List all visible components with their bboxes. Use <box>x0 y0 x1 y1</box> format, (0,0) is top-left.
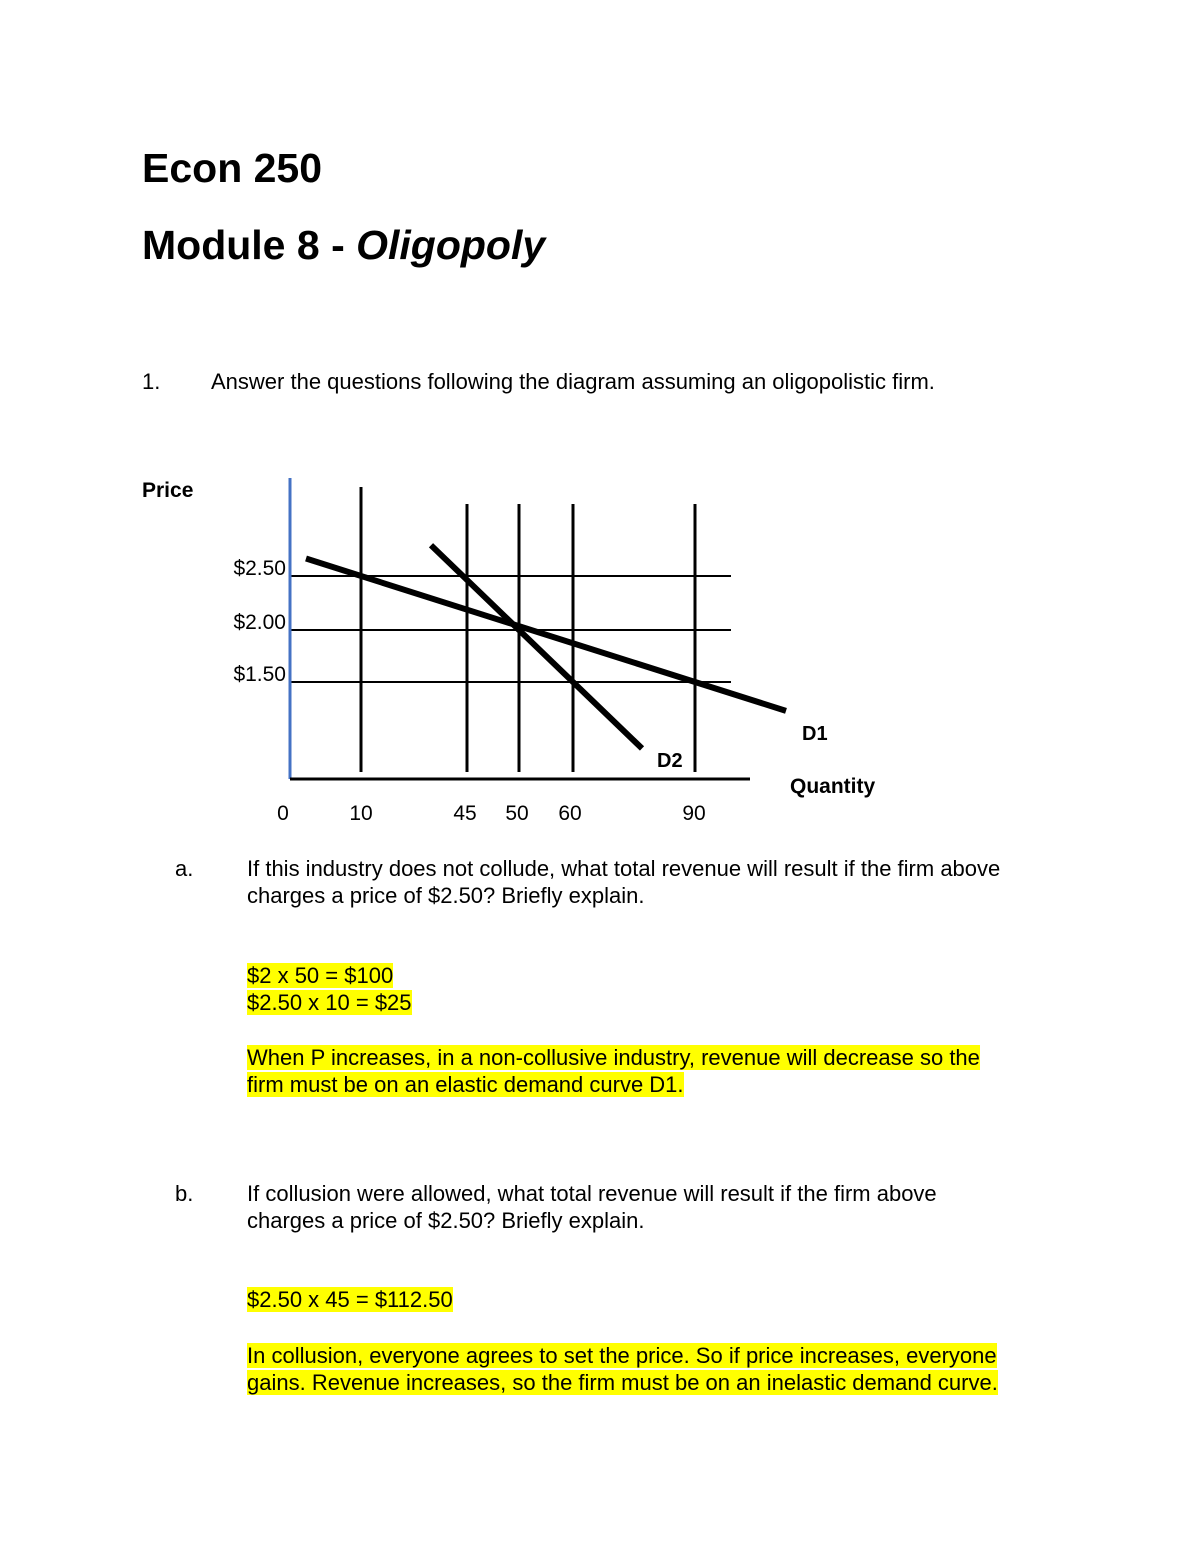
part-b-calc-line: $2.50 x 45 = $112.50 <box>247 1287 453 1312</box>
part-b-question-line: If collusion were allowed, what total revenue will result if the firm above <box>247 1181 937 1206</box>
y-tick-label: $1.50 <box>233 663 286 686</box>
y-axis-label: Price <box>142 479 194 502</box>
x-axis-label: Quantity <box>790 775 876 798</box>
x-tick-label: 90 <box>682 802 706 825</box>
part-a-question-line: If this industry does not collude, what total revenue will result if the firm above <box>247 856 1001 881</box>
part-b-explanation <box>247 1342 1067 1396</box>
part-a-explanation <box>247 1044 1067 1098</box>
part-b-letter: b. <box>175 1181 194 1206</box>
part-b-explain-line: In collusion, everyone agrees to set the price. So if price increases, everyone <box>247 1343 997 1368</box>
question-text: Answer the questions following the diagram assuming an oligopolistic firm. <box>211 369 935 394</box>
part-b-explain-line: gains. Revenue increases, so the firm must be on an inelastic demand curve. <box>247 1370 998 1395</box>
x-tick-label: 10 <box>349 802 373 825</box>
series-label-d2: D2 <box>657 750 683 772</box>
part-a-explain-line: firm must be on an elastic demand curve D1. <box>247 1072 684 1097</box>
series-label-d1: D1 <box>802 723 828 745</box>
part-b-calculation <box>247 1286 1067 1313</box>
part-a-calc-line: $2.50 x 10 = $25 <box>247 990 412 1015</box>
x-tick-label: 50 <box>505 802 529 825</box>
part-a-calculation <box>247 962 1067 1016</box>
part-a-letter: a. <box>175 856 194 881</box>
title-dash: - <box>319 222 357 268</box>
y-tick-label: $2.00 <box>233 611 286 634</box>
part-a-calc-line: $2 x 50 = $100 <box>247 963 394 988</box>
x-tick-label: 45 <box>453 802 477 825</box>
x-tick-label: 0 <box>277 802 289 825</box>
part-a-question <box>247 855 1067 909</box>
question-number: 1. <box>142 369 161 394</box>
module-number: Module 8 <box>142 222 320 268</box>
part-b-question-line: charges a price of $2.50? Briefly explain. <box>247 1208 645 1233</box>
part-b-question <box>247 1180 1067 1234</box>
x-tick-label: 60 <box>558 802 582 825</box>
module-topic: Oligopoly <box>356 222 546 268</box>
y-tick-label: $2.50 <box>233 557 286 580</box>
demand-curve-d1 <box>306 559 786 711</box>
part-a-explain-line: When P increases, in a non-collusive industry, revenue will decrease so the <box>247 1045 980 1070</box>
part-a-question-line: charges a price of $2.50? Briefly explain. <box>247 883 645 908</box>
course-title: Econ 250 <box>142 145 323 191</box>
